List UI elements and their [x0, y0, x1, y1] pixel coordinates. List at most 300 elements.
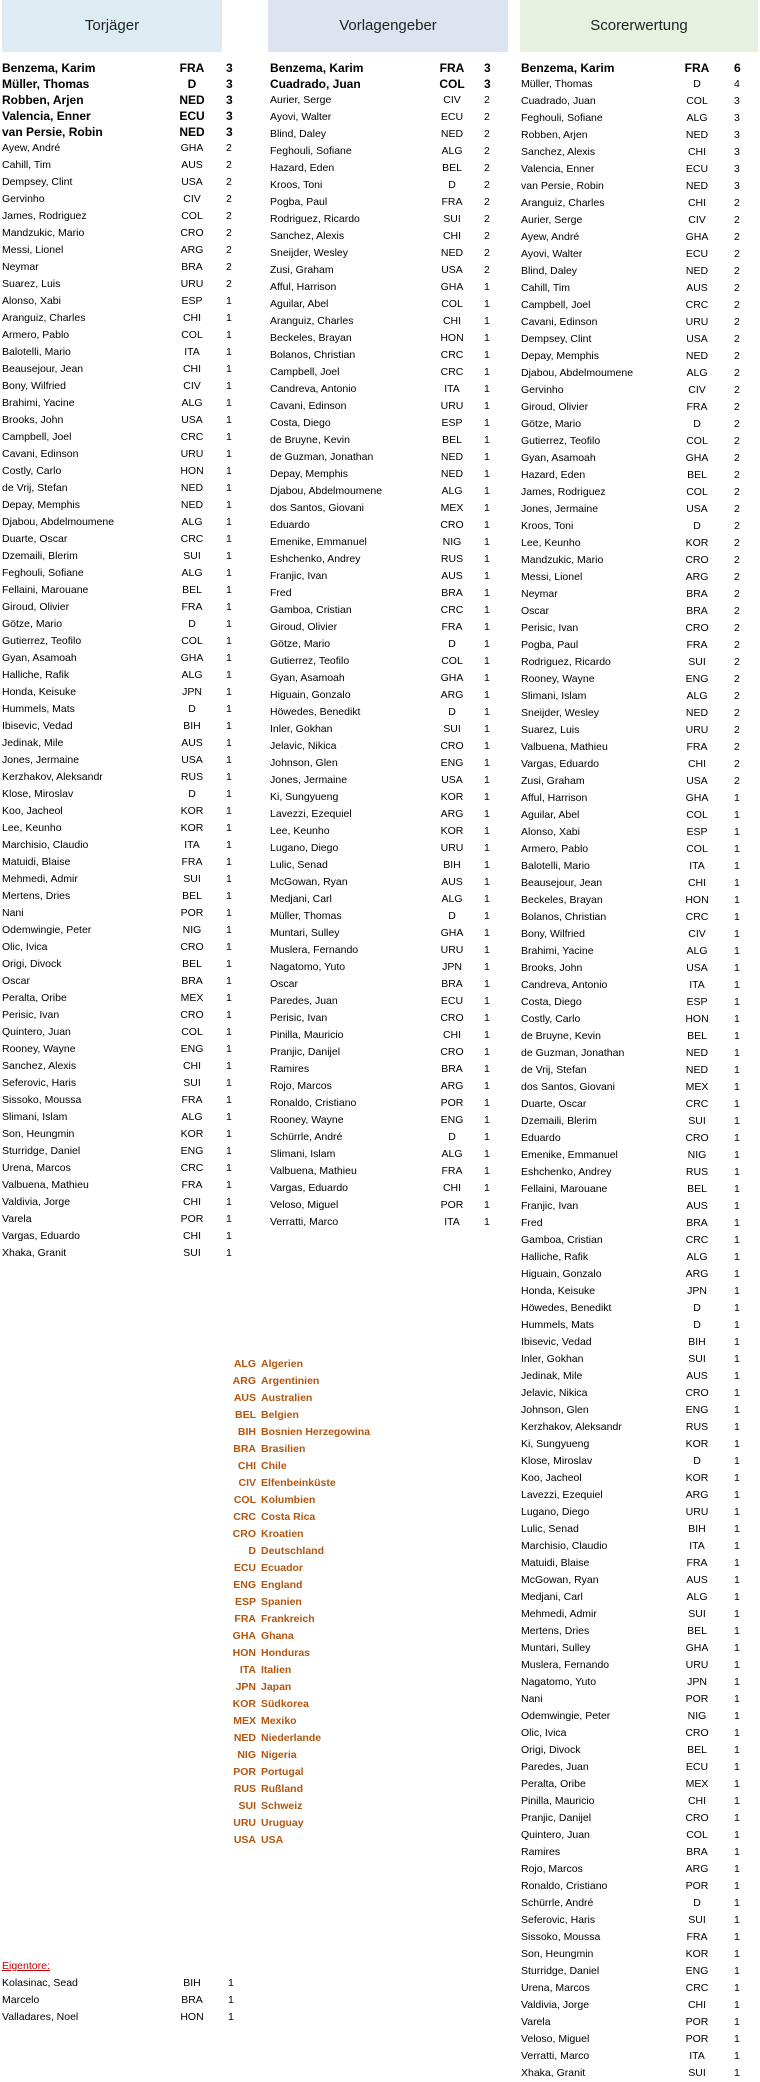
player-name: Hummels, Mats [2, 703, 75, 715]
table-row [2, 242, 242, 259]
team-code: CIV [183, 380, 201, 392]
player-name: Aranguiz, Charles [270, 315, 354, 327]
count-value: 2 [734, 265, 740, 277]
team-code: NED [440, 128, 464, 140]
player-name: Müller, Thomas [2, 77, 90, 91]
country-name: Portugal [261, 1766, 304, 1778]
table-row [270, 1078, 510, 1095]
count-value: 1 [484, 893, 490, 905]
table-row [270, 92, 510, 109]
table-row [521, 1742, 760, 1759]
count-value: 1 [734, 894, 740, 906]
team-code: ALG [686, 690, 708, 702]
player-name: Muslera, Fernando [270, 944, 359, 956]
team-code: D [693, 418, 701, 430]
count-value: 1 [734, 1200, 740, 1212]
team-code: BRA [686, 1846, 708, 1858]
player-name: Aranguiz, Charles [521, 197, 605, 209]
table-row [521, 1759, 760, 1776]
count-value: 2 [226, 244, 232, 256]
table-row [2, 259, 242, 276]
country-code: CIV [238, 1477, 256, 1489]
player-name: Perisic, Ivan [521, 622, 579, 634]
team-code: USA [686, 333, 708, 345]
team-code: ARG [440, 689, 464, 701]
team-code: ENG [685, 1404, 709, 1416]
table-row [521, 960, 760, 977]
count-value: 3 [734, 112, 740, 124]
country-name: Uruguay [261, 1817, 304, 1829]
player-name: Varela [2, 1213, 32, 1225]
player-name: Eshchenko, Andrey [521, 1166, 612, 1178]
team-code: CHI [687, 197, 707, 209]
team-code: KOR [180, 805, 204, 817]
player-name: Campbell, Joel [521, 299, 591, 311]
player-name: Veloso, Miguel [270, 1199, 339, 1211]
table-row [521, 501, 760, 518]
player-name: Blind, Daley [521, 265, 578, 277]
player-name: Nagatomo, Yuto [270, 961, 346, 973]
table-row [521, 399, 760, 416]
team-code: GHA [440, 927, 464, 939]
player-name: Ayovi, Walter [270, 111, 332, 123]
table-row [521, 1164, 760, 1181]
team-code: FRA [179, 61, 205, 75]
country-code: CHI [237, 1460, 256, 1472]
player-name: Götze, Mario [521, 418, 582, 430]
player-name: Hummels, Mats [521, 1319, 594, 1331]
country-name: Kolumbien [261, 1494, 316, 1506]
count-value: 1 [226, 1009, 232, 1021]
table-row [270, 687, 510, 704]
team-code: ALG [441, 485, 463, 497]
player-name: Neymar [2, 261, 39, 273]
player-name: Schürrle, André [521, 1897, 594, 1909]
count-value: 1 [226, 618, 232, 630]
table-row [521, 909, 760, 926]
player-name: Nani [521, 1693, 543, 1705]
team-code: FRA [181, 1094, 203, 1106]
player-name: Rodriguez, Ricardo [521, 656, 611, 668]
team-code: NED [180, 482, 204, 494]
player-name: Medjani, Carl [270, 893, 332, 905]
table-row [2, 344, 242, 361]
player-name: Halliche, Rafik [521, 1251, 589, 1263]
count-value: 3 [484, 77, 491, 91]
team-code: GHA [685, 452, 709, 464]
team-code: KOR [440, 825, 464, 837]
header-assists: Vorlagengeber [268, 0, 508, 52]
count-value: 1 [484, 434, 490, 446]
count-value: 2 [734, 724, 740, 736]
player-name: Fred [270, 587, 292, 599]
table-row [521, 450, 760, 467]
table-row [2, 1075, 242, 1092]
table-row [521, 1147, 760, 1164]
player-name: Pranjic, Danijel [521, 1812, 592, 1824]
count-value: 1 [484, 1131, 490, 1143]
team-code: AUS [686, 282, 708, 294]
count-value: 1 [734, 1234, 740, 1246]
count-value: 2 [226, 193, 232, 205]
table-row [521, 1572, 760, 1589]
team-code: AUS [686, 1370, 708, 1382]
table-row [270, 534, 510, 551]
count-value: 3 [226, 109, 233, 123]
player-name: Dempsey, Clint [521, 333, 592, 345]
player-name: James, Rodriguez [521, 486, 606, 498]
table-row [270, 993, 510, 1010]
count-value: 1 [734, 911, 740, 923]
count-value: 2 [734, 418, 740, 430]
player-name: Vargas, Eduardo [2, 1230, 81, 1242]
table-row [2, 1975, 242, 1992]
player-name: Lee, Keunho [2, 822, 62, 834]
count-value: 2 [734, 248, 740, 260]
count-value: 1 [484, 604, 490, 616]
table-row [2, 1109, 242, 1126]
table-row [521, 569, 760, 586]
count-value: 1 [484, 383, 490, 395]
country-name: Niederlande [261, 1732, 322, 1744]
team-code: SUI [688, 1353, 706, 1365]
player-name: Hazard, Eden [270, 162, 335, 174]
table-row [2, 633, 242, 650]
count-value: 1 [484, 638, 490, 650]
player-name: Inler, Gokhan [521, 1353, 584, 1365]
team-code: ALG [441, 145, 463, 157]
player-name: Eshchenko, Andrey [270, 553, 361, 565]
table-row [521, 1878, 760, 1895]
count-value: 1 [484, 281, 490, 293]
table-row [270, 60, 510, 76]
table-row [2, 1194, 242, 1211]
count-value: 2 [226, 210, 232, 222]
player-name: Campbell, Joel [2, 431, 72, 443]
count-value: 1 [484, 808, 490, 820]
count-value: 1 [226, 839, 232, 851]
table-row [521, 586, 760, 603]
table-row [2, 327, 242, 344]
count-value: 1 [484, 417, 490, 429]
table-row [521, 705, 760, 722]
count-value: 1 [484, 672, 490, 684]
team-code: ENG [685, 673, 709, 685]
team-code: ALG [181, 1111, 203, 1123]
table-row [270, 1095, 510, 1112]
count-value: 1 [734, 1489, 740, 1501]
team-code: CRC [440, 604, 464, 616]
team-code: AUS [181, 737, 203, 749]
table-row [2, 124, 242, 140]
table-row [521, 161, 760, 178]
count-value: 1 [734, 792, 740, 804]
table-row [521, 2014, 760, 2031]
country-name: Elfenbeinküste [261, 1477, 336, 1489]
table-row [521, 314, 760, 331]
count-value: 1 [734, 1030, 740, 1042]
table-row [2, 548, 242, 565]
count-value: 2 [484, 247, 490, 259]
player-name: Oscar [2, 975, 31, 987]
player-name: Cavani, Edinson [521, 316, 598, 328]
team-code: NED [685, 1047, 709, 1059]
count-value: 2 [734, 282, 740, 294]
player-name: Sissoko, Moussa [521, 1931, 601, 1943]
table-row [521, 603, 760, 620]
player-name: Johnson, Glen [270, 757, 338, 769]
count-value: 1 [734, 809, 740, 821]
player-name: Müller, Thomas [270, 910, 342, 922]
count-value: 1 [734, 1948, 740, 1960]
team-code: SUI [688, 656, 706, 668]
table-row [270, 466, 510, 483]
team-code: NED [685, 707, 709, 719]
team-code: COL [686, 435, 708, 447]
player-name: Gervinho [2, 193, 45, 205]
player-name: Matuidi, Blaise [521, 1557, 590, 1569]
count-value: 1 [734, 1353, 740, 1365]
team-code: NED [179, 125, 205, 139]
table-row [2, 92, 242, 108]
table-row [270, 619, 510, 636]
team-code: ESP [441, 417, 463, 429]
player-name: Rooney, Wayne [270, 1114, 344, 1126]
count-value: 1 [734, 1574, 740, 1586]
table-row [270, 194, 510, 211]
count-value: 1 [226, 1060, 232, 1072]
table-row [521, 2065, 760, 2082]
count-value: 1 [226, 550, 232, 562]
table-row [270, 1180, 510, 1197]
player-name: Rooney, Wayne [521, 673, 595, 685]
country-code: ECU [233, 1562, 256, 1574]
player-name: de Vrij, Stefan [2, 482, 68, 494]
player-name: Gutierrez, Teofilo [521, 435, 601, 447]
count-value: 1 [226, 635, 232, 647]
count-value: 2 [734, 571, 740, 583]
count-value: 1 [226, 1145, 232, 1157]
count-value: 1 [734, 1047, 740, 1059]
team-code: GHA [440, 281, 464, 293]
team-code: JPN [182, 686, 202, 698]
table-row [270, 891, 510, 908]
player-name: Benzema, Karim [2, 61, 96, 75]
count-value: 1 [734, 1217, 740, 1229]
player-name: Benzema, Karim [270, 61, 364, 75]
team-code: NED [179, 93, 205, 107]
player-name: Costly, Carlo [521, 1013, 581, 1025]
count-value: 1 [484, 791, 490, 803]
table-row [270, 1146, 510, 1163]
player-name: Aguilar, Abel [521, 809, 580, 821]
count-value: 1 [226, 465, 232, 477]
country-name: Mexiko [261, 1715, 297, 1727]
player-name: Afful, Harrison [270, 281, 337, 293]
table-row [2, 1041, 242, 1058]
count-value: 1 [734, 1404, 740, 1416]
table-row [2, 1160, 242, 1177]
team-code: BEL [182, 890, 202, 902]
count-value: 1 [226, 992, 232, 1004]
count-value: 1 [226, 788, 232, 800]
team-code: BRA [686, 1217, 708, 1229]
count-value: 2 [226, 227, 232, 239]
team-code: SUI [688, 1115, 706, 1127]
team-code: CHI [687, 146, 707, 158]
count-value: 1 [226, 1128, 232, 1140]
team-code: CRO [440, 1012, 464, 1024]
country-code: BEL [235, 1409, 256, 1421]
team-code: CRO [180, 227, 204, 239]
player-name: Rodriguez, Ricardo [270, 213, 360, 225]
count-value: 2 [734, 741, 740, 753]
count-value: 1 [226, 499, 232, 511]
team-code: BEL [687, 1183, 707, 1195]
player-name: Lulic, Senad [270, 859, 328, 871]
table-row [270, 262, 510, 279]
count-value: 1 [734, 1846, 740, 1858]
count-value: 1 [484, 1216, 490, 1228]
table-row [521, 348, 760, 365]
team-code: CIV [688, 384, 706, 396]
table-row [2, 786, 242, 803]
count-value: 1 [734, 1591, 740, 1603]
country-code: SUI [238, 1800, 256, 1812]
count-value: 1 [484, 366, 490, 378]
team-code: CHI [182, 312, 202, 324]
team-code: BRA [181, 1994, 203, 2006]
table-row [521, 2031, 760, 2048]
player-name: Ramires [521, 1846, 561, 1858]
count-value: 1 [734, 1319, 740, 1331]
team-code: SUI [688, 1914, 706, 1926]
country-code: ENG [233, 1579, 256, 1591]
player-name: Bony, Wilfried [521, 928, 585, 940]
count-value: 1 [734, 1982, 740, 1994]
player-name: de Vrij, Stefan [521, 1064, 587, 1076]
table-row [2, 565, 242, 582]
count-value: 1 [226, 1162, 232, 1174]
player-name: Slimani, Islam [521, 690, 587, 702]
country-code: COL [233, 1494, 256, 1506]
table-row [2, 701, 242, 718]
count-value: 1 [484, 995, 490, 1007]
team-code: MEX [685, 1778, 709, 1790]
player-name: Feghouli, Sofiane [2, 567, 84, 579]
team-code: ENG [685, 1965, 709, 1977]
team-code: ARG [685, 1489, 709, 1501]
count-value: 1 [734, 1098, 740, 1110]
player-name: Lugano, Diego [270, 842, 339, 854]
table-row [521, 688, 760, 705]
table-row [521, 1028, 760, 1045]
table-row [270, 347, 510, 364]
player-name: Jelavic, Nikica [521, 1387, 588, 1399]
team-code: KOR [180, 822, 204, 834]
team-code: CHI [182, 1230, 202, 1242]
player-name: Ayew, André [521, 231, 580, 243]
team-code: USA [686, 775, 708, 787]
table-row [521, 331, 760, 348]
count-value: 2 [734, 350, 740, 362]
team-code: NED [685, 1064, 709, 1076]
count-value: 1 [484, 400, 490, 412]
count-value: 3 [734, 180, 740, 192]
team-code: D [448, 1131, 456, 1143]
team-code: HON [685, 1013, 709, 1025]
player-name: Ronaldo, Cristiano [521, 1880, 608, 1892]
count-value: 1 [226, 771, 232, 783]
team-code: ARG [180, 244, 204, 256]
count-value: 1 [226, 873, 232, 885]
player-name: Son, Heungmin [521, 1948, 594, 1960]
player-name: Jones, Jermaine [270, 774, 348, 786]
country-name: Bosnien Herzegowina [261, 1426, 371, 1438]
count-value: 1 [734, 1693, 740, 1705]
team-code: URU [440, 400, 464, 412]
count-value: 1 [484, 757, 490, 769]
table-row [2, 582, 242, 599]
player-name: Urena, Marcos [521, 1982, 590, 1994]
count-value: 1 [226, 907, 232, 919]
team-code: CRO [685, 1132, 709, 1144]
table-row [270, 1129, 510, 1146]
table-row [270, 364, 510, 381]
team-code: RUS [440, 553, 464, 565]
count-value: 2 [734, 537, 740, 549]
team-code: MEX [180, 992, 204, 1004]
table-row [521, 1232, 760, 1249]
player-name: Mertens, Dries [521, 1625, 590, 1637]
team-code: NED [440, 247, 464, 259]
player-name: Cuadrado, Juan [521, 95, 596, 107]
team-code: D [188, 788, 196, 800]
count-value: 1 [734, 2050, 740, 2062]
table-row [521, 1385, 760, 1402]
count-value: 2 [734, 605, 740, 617]
country-code: URU [233, 1817, 256, 1829]
table-row [521, 1130, 760, 1147]
player-name: Aurier, Serge [521, 214, 583, 226]
player-name: Suarez, Luis [2, 278, 61, 290]
count-value: 3 [226, 77, 233, 91]
count-value: 1 [226, 805, 232, 817]
country-code: FRA [234, 1613, 256, 1625]
player-name: Beausejour, Jean [521, 877, 603, 889]
player-name: Blind, Daley [270, 128, 327, 140]
count-value: 3 [734, 95, 740, 107]
points-list [521, 60, 760, 2082]
player-name: Pinilla, Mauricio [270, 1029, 344, 1041]
player-name: Medjani, Carl [521, 1591, 583, 1603]
count-value: 1 [734, 1370, 740, 1382]
player-name: Jedinak, Mile [2, 737, 64, 749]
count-value: 1 [484, 298, 490, 310]
count-value: 1 [734, 1812, 740, 1824]
table-row [270, 772, 510, 789]
player-name: Djabou, Abdelmoumene [270, 485, 383, 497]
player-name: Costa, Diego [270, 417, 331, 429]
player-name: Vargas, Eduardo [270, 1182, 349, 1194]
table-row [521, 1011, 760, 1028]
player-name: Djabou, Abdelmoumene [2, 516, 115, 528]
team-code: BIH [688, 1336, 706, 1348]
table-row [270, 330, 510, 347]
player-name: Dzemaili, Blerim [2, 550, 78, 562]
table-row [270, 1197, 510, 1214]
team-code: D [448, 910, 456, 922]
